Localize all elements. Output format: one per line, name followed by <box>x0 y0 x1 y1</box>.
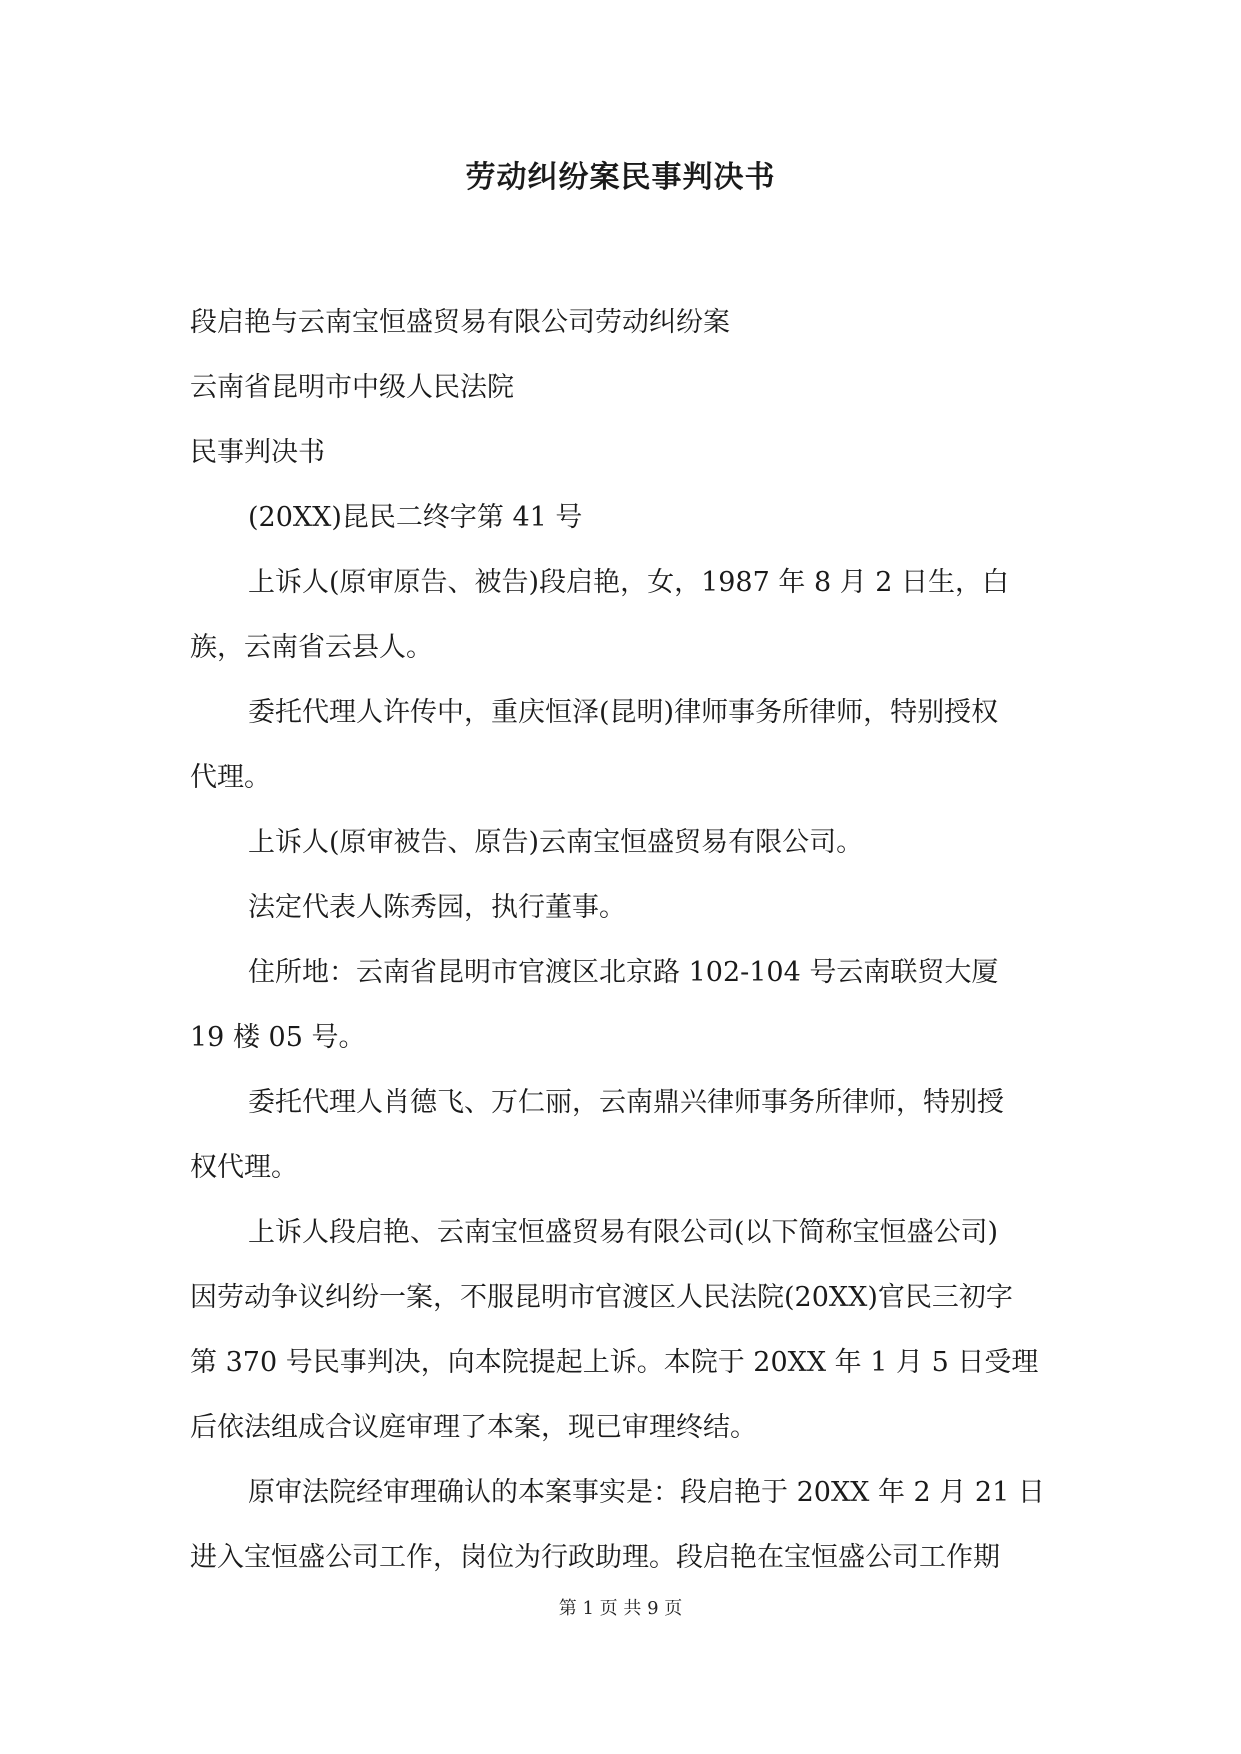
body-line: 进入宝恒盛公司工作，岗位为行政助理。段启艳在宝恒盛公司工作期 <box>190 1542 1000 1573</box>
body-line: 后依法组成合议庭审理了本案，现已审理终结。 <box>190 1412 757 1443</box>
body-line: 代理。 <box>190 762 271 793</box>
body-line: 委托代理人肖德飞、万仁丽，云南鼎兴律师事务所律师，特别授 <box>248 1087 1004 1118</box>
body-line: 族，云南省云县人。 <box>190 632 433 663</box>
body-line: 云南省昆明市中级人民法院 <box>190 372 514 403</box>
body-line: 19 楼 05 号。 <box>190 1022 366 1053</box>
body-line: 住所地：云南省昆明市官渡区北京路 102-104 号云南联贸大厦 <box>248 957 999 988</box>
body-line: 委托代理人许传中，重庆恒泽(昆明)律师事务所律师，特别授权 <box>248 697 999 728</box>
body-line: 权代理。 <box>190 1152 298 1183</box>
body-line: 段启艳与云南宝恒盛贸易有限公司劳动纠纷案 <box>190 307 730 338</box>
body-line: 第 370 号民事判决，向本院提起上诉。本院于 20XX 年 1 月 5 日受理 <box>190 1347 1039 1378</box>
body-line: 法定代表人陈秀园，执行董事。 <box>248 892 626 923</box>
body-line: (20XX)昆民二终字第 41 号 <box>248 502 583 533</box>
body-line: 上诉人(原审被告、原告)云南宝恒盛贸易有限公司。 <box>248 827 864 858</box>
body-line: 原审法院经审理确认的本案事实是：段启艳于 20XX 年 2 月 21 日 <box>248 1477 1045 1508</box>
body-line: 因劳动争议纠纷一案，不服昆明市官渡区人民法院(20XX)官民三初字 <box>190 1282 1013 1313</box>
body-line: 上诉人段启艳、云南宝恒盛贸易有限公司(以下简称宝恒盛公司) <box>248 1217 999 1248</box>
body-line: 民事判决书 <box>190 437 325 468</box>
page-footer: 第 1 页 共 9 页 <box>558 1598 683 1619</box>
document-title: 劳动纠纷案民事判决书 <box>465 160 776 195</box>
document-body <box>190 290 1060 1590</box>
body-line: 上诉人(原审原告、被告)段启艳，女，1987 年 8 月 2 日生，白 <box>248 567 1010 598</box>
